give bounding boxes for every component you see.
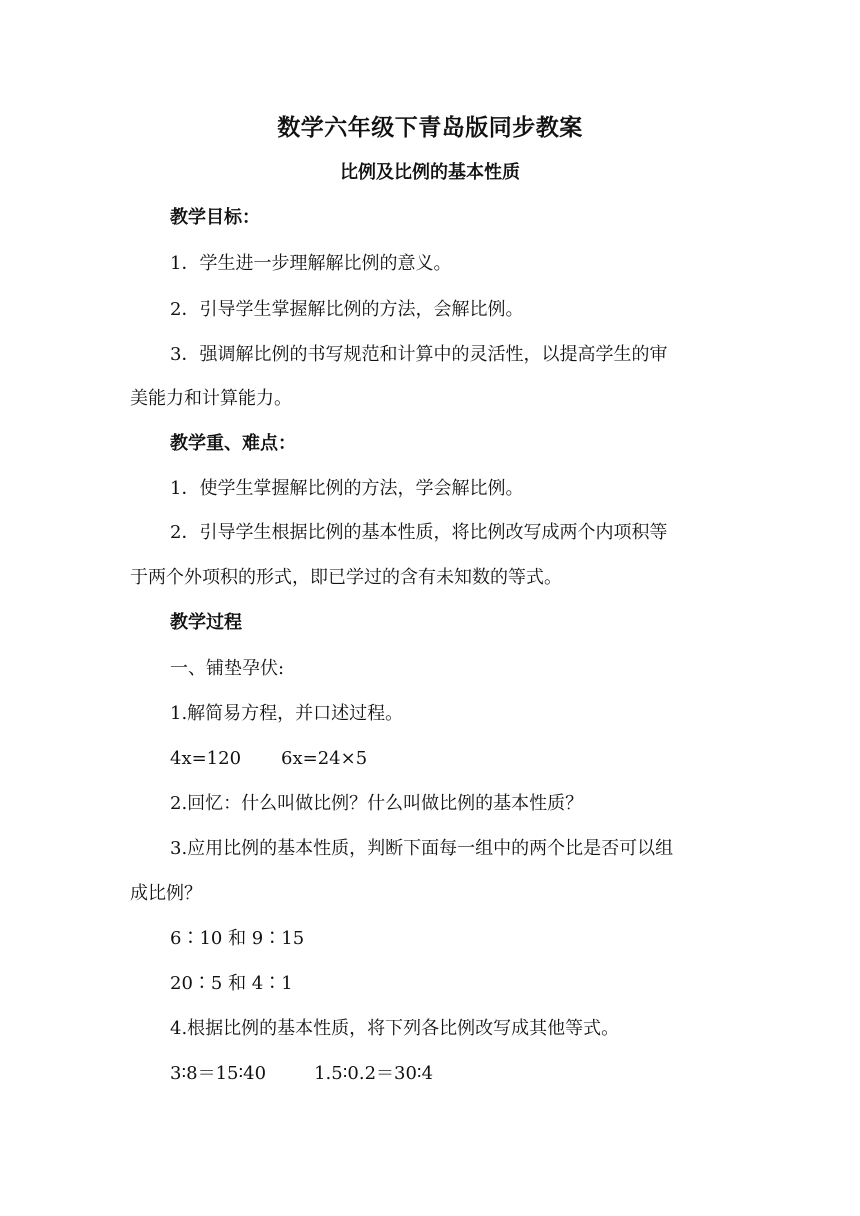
goals-heading: 教学目标： — [170, 207, 260, 228]
equation-row — [170, 746, 367, 772]
goal-item-2: 2．引导学生掌握解比例的方法，会解比例。 — [170, 299, 524, 320]
question-3-line-2: 成比例？ — [130, 883, 202, 904]
goal-item-3-line-1: 3．强调解比例的书写规范和计算中的灵活性，以提高学生的审 — [170, 344, 668, 365]
key-point-item-2-line-1: 2．引导学生根据比例的基本性质，将比例改写成两个内项积等 — [170, 522, 668, 543]
equation-1: 4x=120 — [170, 748, 242, 769]
question-2: 2.回忆：什么叫做比例？什么叫做比例的基本性质？ — [170, 793, 584, 814]
ratio-pair-1: 6∶10 和 9∶15 — [170, 928, 305, 949]
goal-item-3-line-2: 美能力和计算能力。 — [130, 388, 292, 409]
goal-item-1: 1．学生进一步理解解比例的意义。 — [170, 253, 452, 274]
proportion-row — [170, 1061, 433, 1087]
section-1-heading: 一、铺垫孕伏: — [170, 658, 285, 679]
question-1: 1.解简易方程，并口述过程。 — [170, 703, 404, 724]
question-4: 4.根据比例的基本性质，将下列各比例改写成其他等式。 — [170, 1018, 620, 1039]
document-title: 数学六年级下青岛版同步教案 — [277, 115, 583, 141]
key-point-item-1: 1．使学生掌握解比例的方法，学会解比例。 — [170, 478, 524, 499]
process-heading: 教学过程 — [170, 612, 242, 633]
key-point-item-2-line-2: 于两个外项积的形式，即已学过的含有未知数的等式。 — [130, 567, 562, 588]
equation-2: 6x=24×5 — [281, 748, 368, 769]
ratio-pair-2: 20∶5 和 4∶1 — [170, 973, 293, 994]
proportion-1: 3∶8＝15∶40 — [170, 1063, 267, 1084]
question-3-line-1: 3.应用比例的基本性质，判断下面每一组中的两个比是否可以组 — [170, 838, 674, 859]
key-points-heading: 教学重、难点： — [170, 433, 296, 454]
document-subtitle: 比例及比例的基本性质 — [340, 162, 520, 183]
proportion-2: 1.5∶0.2＝30∶4 — [314, 1063, 434, 1084]
